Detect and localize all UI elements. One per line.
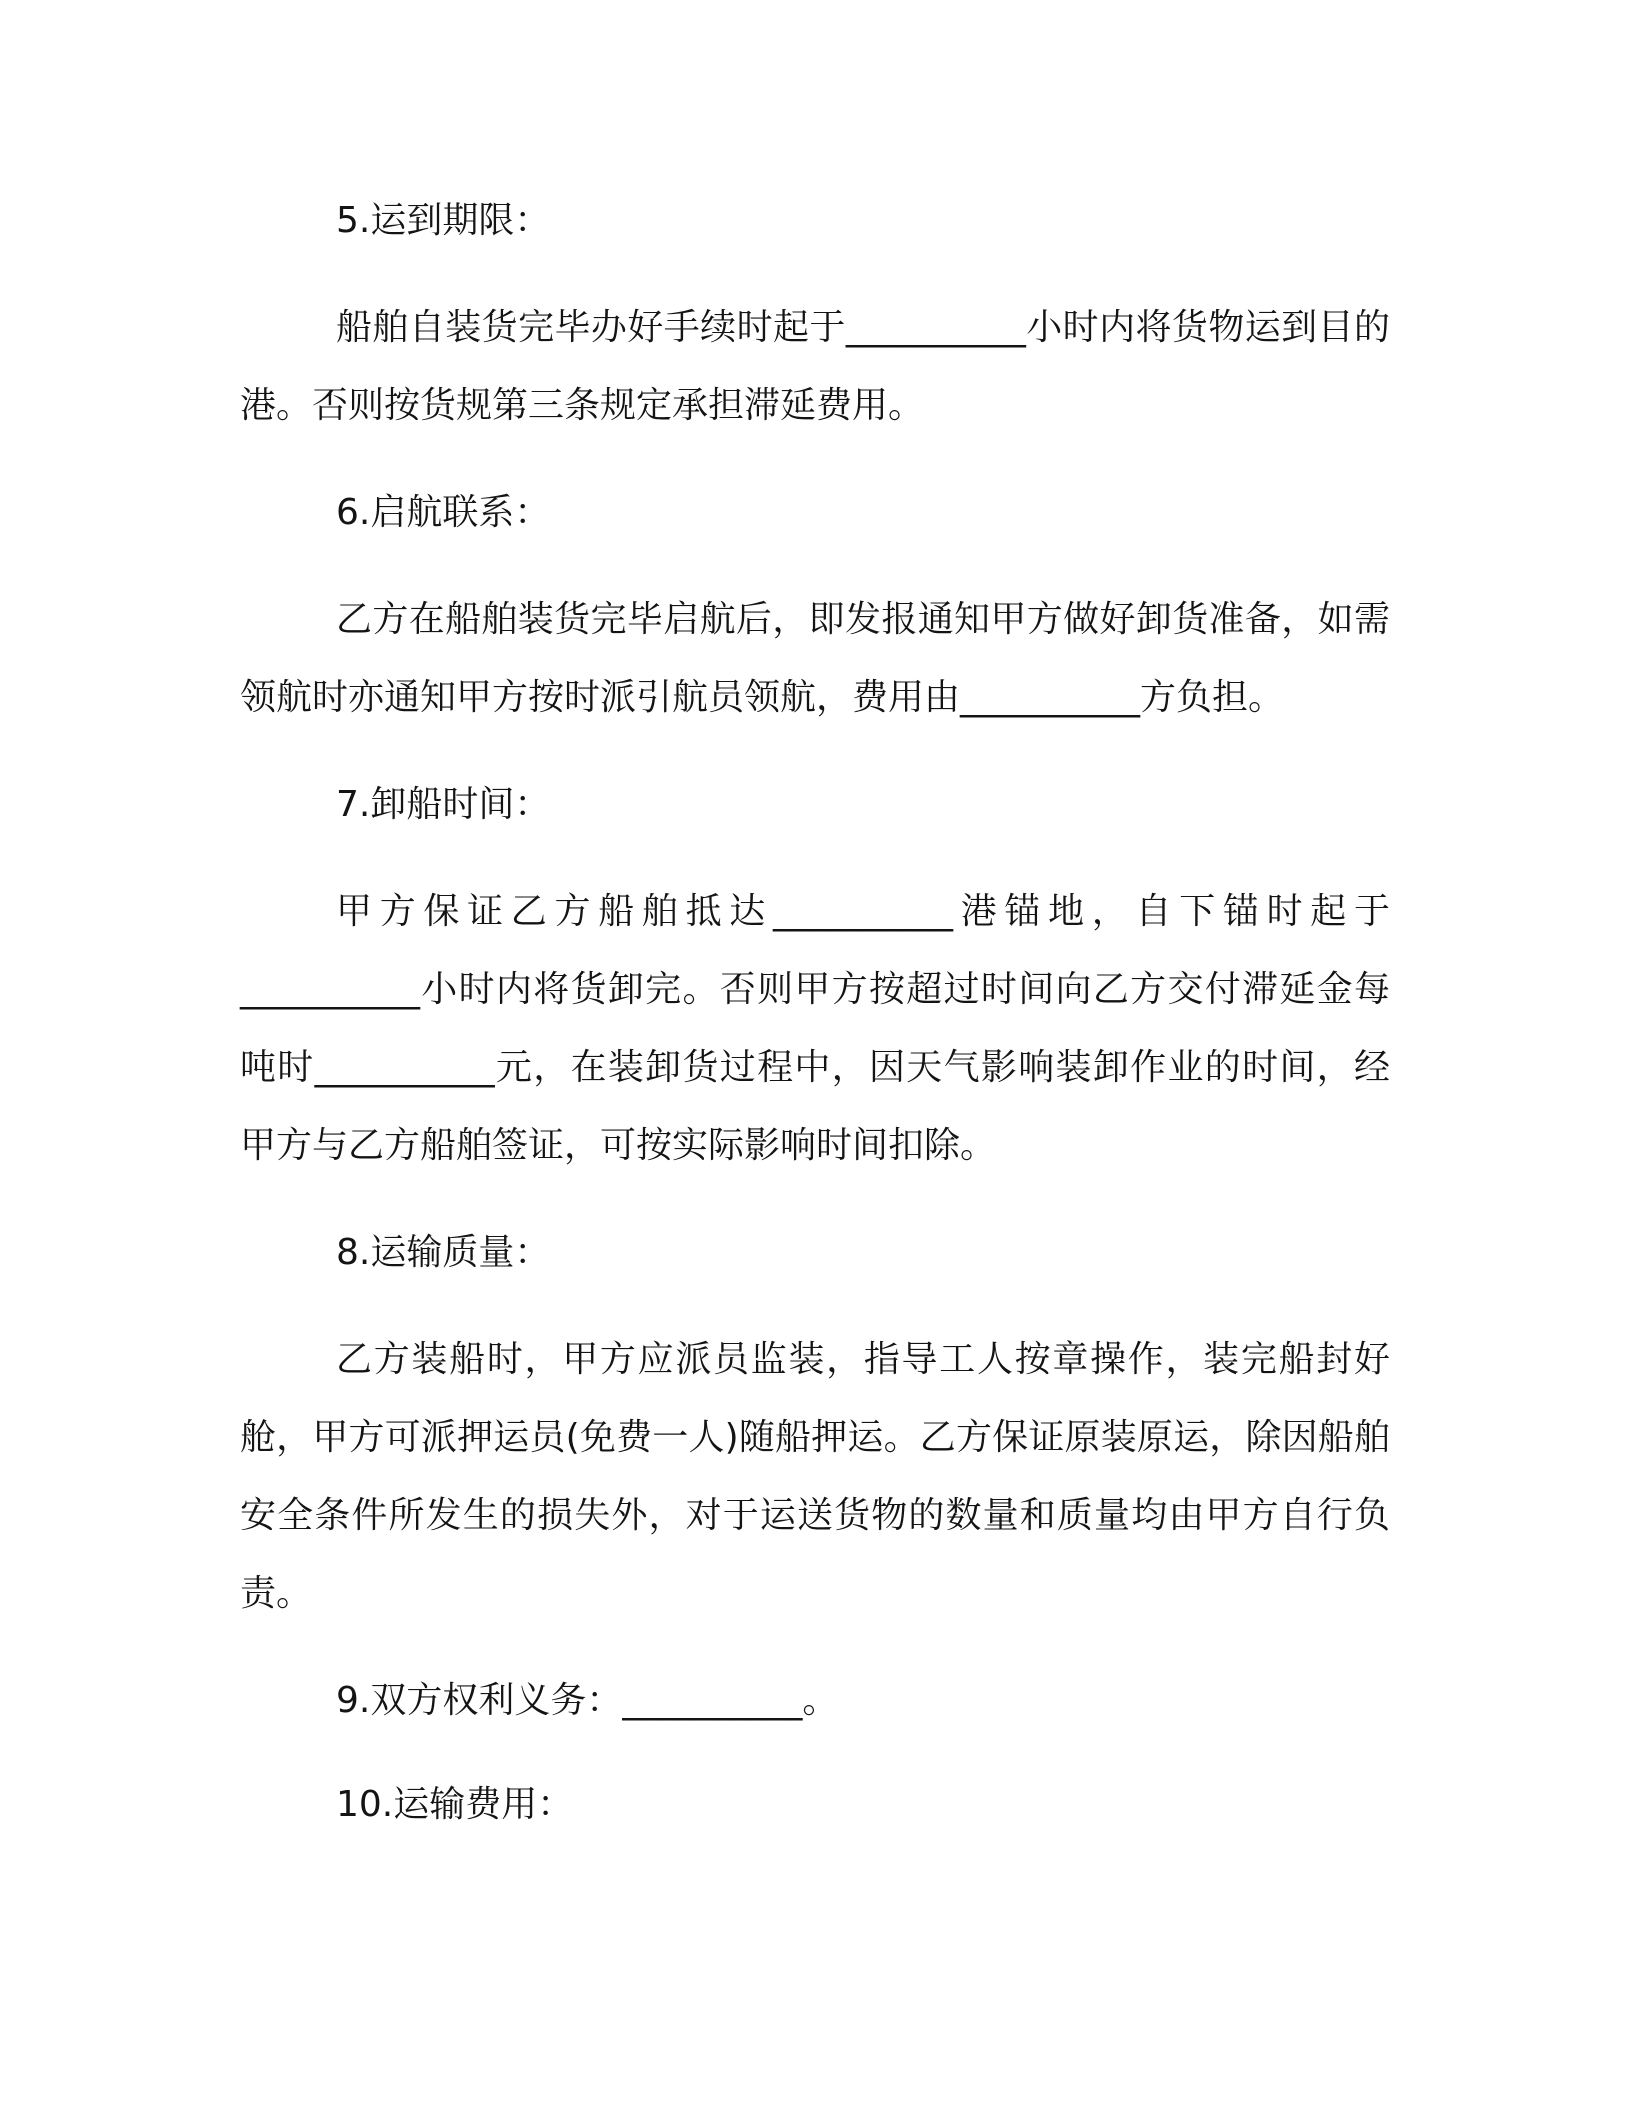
- section-7-paragraph: 甲方保证乙方船舶抵达__________港锚地，自下锚时起于__________小时内将货卸完。否则甲方按超过时间向乙方交付滞延金每吨时__________元，在装卸货过程中，因天气影响装卸作业的时间，经甲方与乙方船舶签证，可按实际影响时间扣除。: [240, 891, 1390, 1166]
- section-8-paragraph: 乙方装船时，甲方应派员监装，指导工人按章操作，装完船封好舱，甲方可派押运员(免费一人)随船押运。乙方保证原装原运，除因船舶安全条件所发生的损失外，对于运送货物的数量和质量均由甲方自行负责。: [240, 1339, 1390, 1614]
- section-5-heading: 5.运到期限：: [336, 200, 551, 241]
- section-6-paragraph: 乙方在船舶装货完毕启航后，即发报通知甲方做好卸货准备，如需领航时亦通知甲方按时派引航员领航，费用由__________方负担。: [240, 599, 1390, 718]
- section-6-heading: 6.启航联系：: [336, 492, 551, 533]
- document-body: [240, 185, 1390, 1841]
- section-9-heading: 9.双方权利义务：__________。: [336, 1680, 839, 1721]
- section-7-heading: 7.卸船时间：: [336, 784, 551, 825]
- section-5-paragraph: 船舶自装货完毕办好手续时起于__________小时内将货物运到目的港。否则按货规第三条规定承担滞延费用。: [240, 307, 1390, 426]
- section-10-heading: 10.运输费用：: [336, 1784, 574, 1825]
- section-8-heading: 8.运输质量：: [336, 1232, 551, 1273]
